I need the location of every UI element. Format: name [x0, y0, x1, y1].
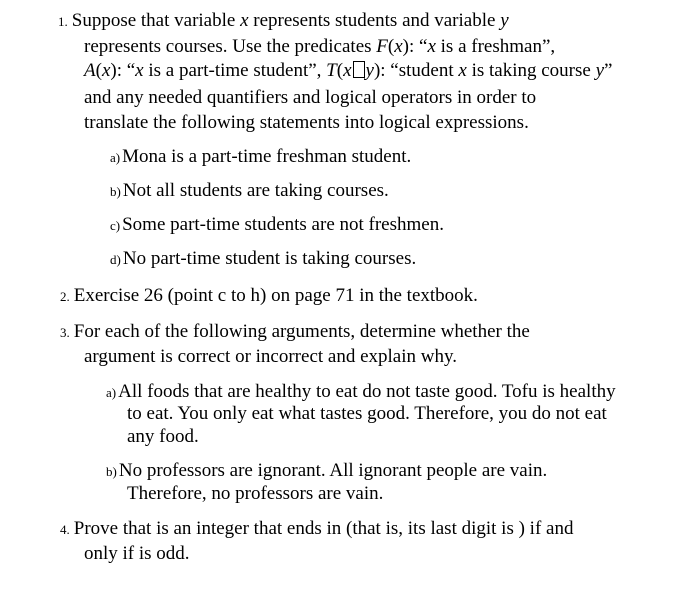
variable-x: x	[458, 60, 467, 81]
sub-text: Mona is a part-time freshman student.	[122, 146, 412, 167]
variable-y: y	[500, 10, 509, 31]
text: is a freshman”,	[435, 36, 556, 57]
item-1-sub-a	[110, 145, 411, 170]
text: represents courses. Use the predicates	[84, 36, 377, 57]
sub-label: a)	[106, 385, 117, 400]
text: ): “	[402, 36, 428, 57]
item-1-line-5: translate the following statements into logical expressions.	[84, 112, 529, 133]
item-2	[60, 284, 478, 309]
item-number: 4.	[60, 522, 70, 537]
item-1-line-2	[84, 35, 555, 59]
item-1-line-4: and any needed quantifiers and logical operators in order to	[84, 87, 537, 108]
paren: (	[336, 60, 344, 81]
item-1-sub-c	[110, 213, 444, 238]
predicate-F: F	[376, 36, 388, 57]
item-number: 3.	[60, 325, 70, 340]
item-1-sub-b	[110, 179, 389, 204]
variable-x: x	[394, 36, 403, 57]
sub-label: d)	[110, 252, 121, 267]
item-1-sub-d	[110, 247, 416, 272]
text: represents students and variable	[248, 10, 501, 31]
paren: (	[95, 60, 102, 81]
sub-text: Some part-time students are not freshmen.	[122, 214, 444, 235]
item-4-line-2: only if is odd.	[84, 543, 190, 564]
predicate-A: A	[84, 60, 96, 81]
sub-label: b)	[106, 464, 117, 479]
item-3-sub-a-line-3: any food.	[127, 426, 199, 447]
item-3-sub-b-line-1	[106, 459, 547, 484]
item-4-line-1	[60, 517, 573, 542]
text: ): “student	[373, 60, 459, 81]
item-3-sub-b-line-2: Therefore, no professors are vain.	[127, 483, 384, 504]
text: Suppose that variable	[71, 10, 241, 31]
item-3-line-2: argument is correct or incorrect and explain why.	[84, 346, 457, 367]
item-1-line-3	[84, 59, 612, 83]
variable-x: x	[240, 10, 249, 31]
variable-x: x	[101, 60, 111, 81]
item-number: 2.	[60, 289, 70, 304]
variable-y: y	[595, 60, 605, 81]
variable-x: x	[135, 60, 144, 81]
sub-text: No part-time student is taking courses.	[122, 248, 417, 269]
text: is a part-time student”,	[143, 60, 327, 81]
predicate-T: T	[326, 60, 337, 81]
text: ): “	[110, 60, 136, 81]
paren: (	[387, 36, 395, 57]
sub-text: No professors are ignorant. All ignorant people are vain.	[118, 460, 548, 481]
missing-glyph-box	[353, 61, 365, 78]
sub-text: All foods that are healthy to eat do not taste good. Tofu is healthy	[118, 381, 616, 402]
sub-label: c)	[110, 218, 121, 233]
item-number: 1.	[58, 14, 68, 29]
variable-x: x	[343, 60, 352, 81]
sub-label: b)	[110, 184, 121, 199]
text: Prove that is an integer that ends in (that is, its last digit is ) if and	[73, 518, 574, 539]
variable-y: y	[365, 60, 374, 81]
sub-label: a)	[110, 150, 121, 165]
item-3-sub-a-line-2: to eat. You only eat what tastes good. Therefore, you do not eat	[127, 403, 607, 424]
variable-x: x	[427, 36, 436, 57]
text: Exercise 26 (point c to h) on page 71 in the textbook.	[73, 285, 478, 306]
sub-text: Not all students are taking courses.	[122, 180, 389, 201]
text: ”	[604, 60, 613, 81]
item-3-line-1	[60, 320, 530, 345]
item-1-line-1	[58, 9, 509, 34]
text: is taking course	[466, 60, 596, 81]
text: For each of the following arguments, determine whether the	[73, 321, 530, 342]
